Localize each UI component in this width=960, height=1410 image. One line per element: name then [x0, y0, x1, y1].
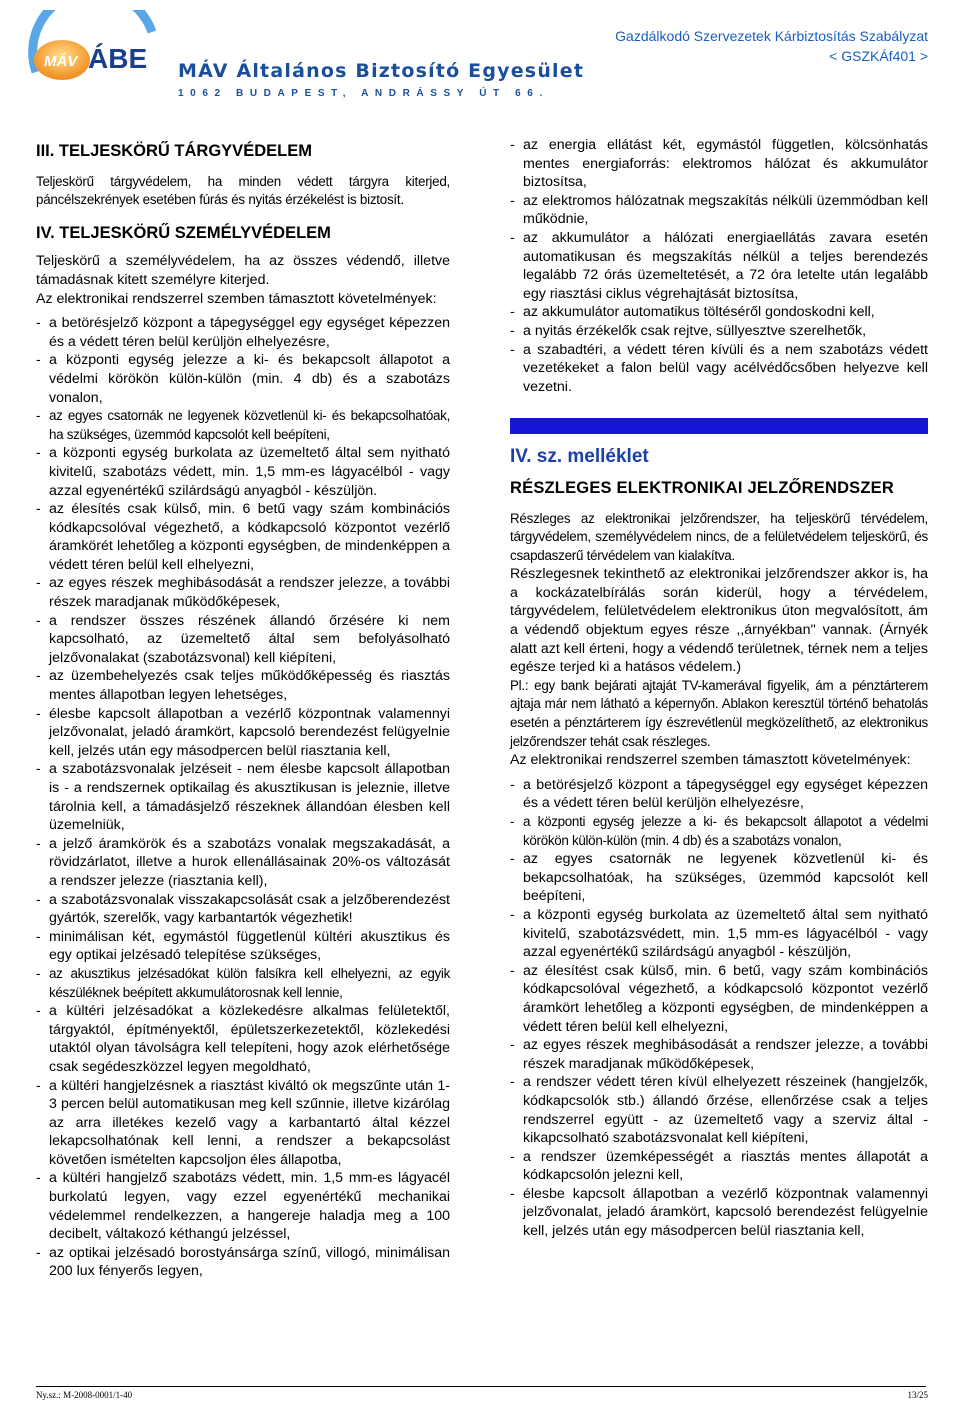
list-item: - a központi egység jelezze a ki- és bekapcsolt állapotot a védelmi körökön külön-külön (min. 4 db) és a szabotázs vonalon,	[510, 813, 928, 850]
list-item: - az akkumulátor a hálózati energiaellátás zavara esetén automatikusan és megszakítás nélkül a teljes berendezés legalább 72 órás üzemeltetését, a 72 óra letelte után legalább egy riasztási ciklus végrehajtását biztosítsa,	[510, 229, 928, 303]
organization-name: MÁV Általános Biztosító Egyesület	[178, 60, 585, 82]
svg-text:BIZTOSÍTÓ: BIZTOSÍTÓ	[82, 23, 137, 30]
list-item: - az egyes csatornák ne legyenek közvetlenül ki- és bekapcsolhatóak, ha szükséges, üzemmód kapcsolót kell beépíteni,	[510, 850, 928, 906]
list-item: - a nyitás érzékelők csak rejtve, süllyesztve szerelhetők,	[510, 322, 928, 341]
footer-document-number: Ny.sz.: M-2008-0001/1-40	[36, 1390, 133, 1400]
list-item: - a rendszer üzemképességét a riasztás mentes állapotát a kódkapcsolón jelezni kell,	[510, 1148, 928, 1185]
paragraph-full-object-protection: Teljeskörű tárgyvédelem, ha minden védett tárgyra kiterjed, páncélszekrények esetében fúrás és nyitás érzékelést is biztosít.	[36, 173, 450, 208]
list-item: - az energia ellátást két, egymástól független, kölcsönhatás mentes energiaforrás: elektromos hálózat és akkumulátor biztosítsa,	[510, 136, 928, 192]
document-code: < GSZKÁf401 >	[829, 48, 928, 64]
paragraph-partial-shadow: Részlegesnek tekinthető az elektronikai jelzőrendszer akkor is, ha a kockázatelbírálás során kiderül, hogy a térvédelem, tárgyvédelem, felületvédelem elektronikus úton megvalósított, ám a védendő objektum egyes része ,,árnyékban'' vannak. (Árnyék alatt azt kell érteni, hogy a védendő területnek, térnek nem a teljes egésze terjed ki a hatásos védelem.)	[510, 566, 928, 676]
section-heading-3: III. TELJESKÖRŰ TÁRGYVÉDELEM	[36, 142, 312, 160]
right-column	[510, 136, 928, 1241]
organization-address: 1062 BUDAPEST, ANDRÁSSY ÚT 66.	[178, 88, 549, 99]
document-title	[615, 26, 928, 66]
list-item: - a kültéri jelzésadókat a közlekedésre alkalmas felületektől, tárgyaktól, építményektől, épületszerkezetektől, közlekedési utaktól olyan távolságra kell telepíteni, hogy azok elérhetősége csak segédeszközzel legyen megoldható,	[36, 1002, 450, 1076]
list-item: - a szabotázsvonalak jelzéseit - nem élesbe kapcsolt állapotban is - a rendszernek optikailag és akusztikusan is jeleznie, illetve tárolnia kell, a támadásjelző részeknek állandóan élesben kell üzemelniük,	[36, 760, 450, 834]
list-item: - az élesítést csak külső, min. 6 betű, vagy szám kombinációs kódkapcsolóval végezhető, a kódkapcsoló központot vezérlő áramkört lehetőleg a központi egységben, de mindenképpen a védett téren belül kell elhelyezni,	[510, 962, 928, 1036]
list-item: - az elektromos hálózatnak megszakítás nélküli üzemmódban kell működnie,	[510, 192, 928, 229]
list-item: - az élesítés csak külső, min. 6 betű vagy szám kombinációs kódkapcsolóval végezhető, a kódkapcsoló központot vezérlő áramkörét lehetőleg a központi egységben, de mindenképpen a védett téren belül kell elhelyezni,	[36, 500, 450, 574]
list-item: - az egyes részek meghibásodását a rendszer jelezze, a további részek maradjanak működőképesek,	[510, 1036, 928, 1073]
list-item: - az optikai jelzésadó borostyánsárga színű, villogó, minimálisan 200 lux fényerős legyen,	[36, 1244, 450, 1281]
list-item: - a szabadtéri, a védett téren kívüli és a nem szabotázs védett vezetékeket a falon belül vagy acélvédőcsőben helyezve kell vezetni.	[510, 341, 928, 397]
requirements-list-left	[36, 314, 450, 1281]
list-item: - a központi egység burkolata az üzemeltető által sem nyitható kivitelű, szabotázsvédett, min. 1,5 mm-es lágyacélból - vagy azzal egyenértékű szilárdságú anyagból - készüljön,	[510, 906, 928, 962]
page-number: 13/25	[907, 1390, 928, 1400]
list-item: - a kültéri hangjelzésnek a riasztást kiváltó ok megszűnte után 1-3 percen belül automatikusan meg kell szűnnie, illetve kizárólag az arra illetékes kezelő vagy a karbantartó által kézzel lekapcsolhatónak kell lenni, a rendszer a bekapcsolást követően ismételten kapcsoljon éles állapotba,	[36, 1077, 450, 1170]
list-item: - az egyes csatornák ne legyenek közvetlenül ki- és bekapcsolhatóak, ha szükséges, üzemmód kapcsolót kell beépíteni,	[36, 407, 450, 444]
requirements-intro-right: Az elektronikai rendszerrel szemben támasztott követelmények:	[510, 752, 911, 769]
paragraph-partial-definition: Részleges az elektronikai jelzőrendszer, ha teljeskörű térvédelem, tárgyvédelem, személyvédelem nincs, de a felületvédelem teljeskörű, és csapdaszerű térvédelem van kialakítva.	[510, 510, 928, 563]
list-item: - a rendszer védett téren kívül elhelyezett részeinek (hangjelzők, kódkapcsolók stb.) állandó őrzése, ellenőrzése csak a teljes rendszerrel együtt - az üzemeltető vagy a szerviz által - kikapcsolható szabotázsvonalat kell kiépíteni,	[510, 1073, 928, 1147]
footer-divider	[36, 1386, 926, 1387]
list-item: - a jelző áramkörök és a szabotázs vonalak megszakadását, a rövidzárlatot, illetve a hurok ellenállásainak 20%-os változását a rendszer jelezze (riasztania kell),	[36, 835, 450, 891]
list-item: - a szabotázsvonalak visszakapcsolását csak a jelzőberendezést gyártók, szerelők, vagy karbantartók végezhetik!	[36, 891, 450, 928]
list-item: - élesbe kapcsolt állapotban a vezérlő központnak valamennyi jelzővonalat, jeladó áramkört, kapcsoló berendezést felügyelnie kell, jelzés után egy másodpercen belül riasztania kell,	[36, 705, 450, 761]
list-item: - a központi egység jelezze a ki- és bekapcsolt állapotot a védelmi körökön külön-külön (min. 4 db) és a szabotázs vonalon,	[36, 351, 450, 407]
annex-title: IV. sz. melléklet	[510, 446, 649, 468]
svg-text:MÁV: MÁV	[44, 53, 78, 70]
list-item: - élesbe kapcsolt állapotban a vezérlő központnak valamennyi jelzővonalat, jeladó áramkört, kapcsoló berendezést felügyelnie kell, jelzés után egy másodpercen belül riasztania kell,	[510, 1185, 928, 1241]
paragraph-full-person-protection: Teljeskörű a személyvédelem, ha az összes védendő, illetve támadásnak kitett személyre kiterjed.	[36, 253, 450, 288]
annex-subtitle: RÉSZLEGES ELEKTRONIKAI JELZŐRENDSZER	[510, 478, 894, 497]
svg-text:ÁBE: ÁBE	[88, 43, 148, 74]
list-item: - a betörésjelző központ a tápegységgel egy egységet képezzen és a védett téren belül kerüljön elhelyezésre,	[510, 776, 928, 813]
list-item: - a betörésjelző központ a tápegységgel egy egységet képezzen és a védett téren belül kerüljön elhelyezésre,	[36, 314, 450, 351]
list-item: - az akusztikus jelzésadókat külön falsíkra kell elhelyezni, az egyik készüléknek beépített akkumulátorosnak kell lennie,	[36, 965, 450, 1002]
section-divider-bar	[510, 418, 928, 434]
list-item: - minimálisan két, egymástól függetlenül kültéri akusztikus és egy optikai jelzésadó telepítése szükséges,	[36, 928, 450, 965]
section-heading-4: IV. TELJESKÖRŰ SZEMÉLYVÉDELEM	[36, 223, 331, 242]
requirements-list-right-top	[510, 136, 928, 396]
document-title-line1: Gazdálkodó Szervezetek Kárbiztosítás Szabályzat	[615, 28, 928, 44]
list-item: - az egyes részek meghibásodását a rendszer jelezze, a további részek maradjanak működőképesek,	[36, 574, 450, 611]
requirements-list-right-bottom	[510, 776, 928, 1241]
requirements-intro: Az elektronikai rendszerrel szemben támasztott követelmények:	[36, 290, 437, 307]
list-item: - a rendszer összes részének állandó őrzésére ki nem kapcsolható, az üzemeltető által sem befolyásolható jelzővonalakat (szabotázsvonal) kell kiépíteni,	[36, 612, 450, 668]
mav-abe-logo	[22, 10, 172, 92]
paragraph-example: Pl.: egy bank bejárati ajtaját TV-kamerával figyelik, ám a pénztárterem ajtaja már nem látható a képernyőn. Ablakon keresztül történő behatolás esetén a pénztárterem így észrevétlenül megközelíthető, az elektronikus jelzőrendszer tehát csak részleges.	[510, 677, 928, 749]
list-item: - a kültéri hangjelző szabotázs védett, min. 1,5 mm-es lágyacél burkolatú legyen, vagy ezzel egyenértékű mechanikai védelemmel rendelkezzen, a hangereje haladja meg a 100 decibelt, váltakozó kéthangú jelzéssel,	[36, 1169, 450, 1243]
list-item: - a központi egység burkolata az üzemeltető által sem nyitható kivitelű, szabotázs védett, min. 1,5 mm-es lágyacélból - vagy azzal egyenértékű szilárdságú anyagból - készüljön.	[36, 444, 450, 500]
list-item: - az üzembehelyezés csak teljes működőképesség és riasztás mentes állapotban legyen lehetséges,	[36, 667, 450, 704]
list-item: - az akkumulátor automatikus töltéséről gondoskodni kell,	[510, 303, 928, 322]
left-column	[36, 138, 450, 1281]
page-header	[0, 0, 960, 100]
